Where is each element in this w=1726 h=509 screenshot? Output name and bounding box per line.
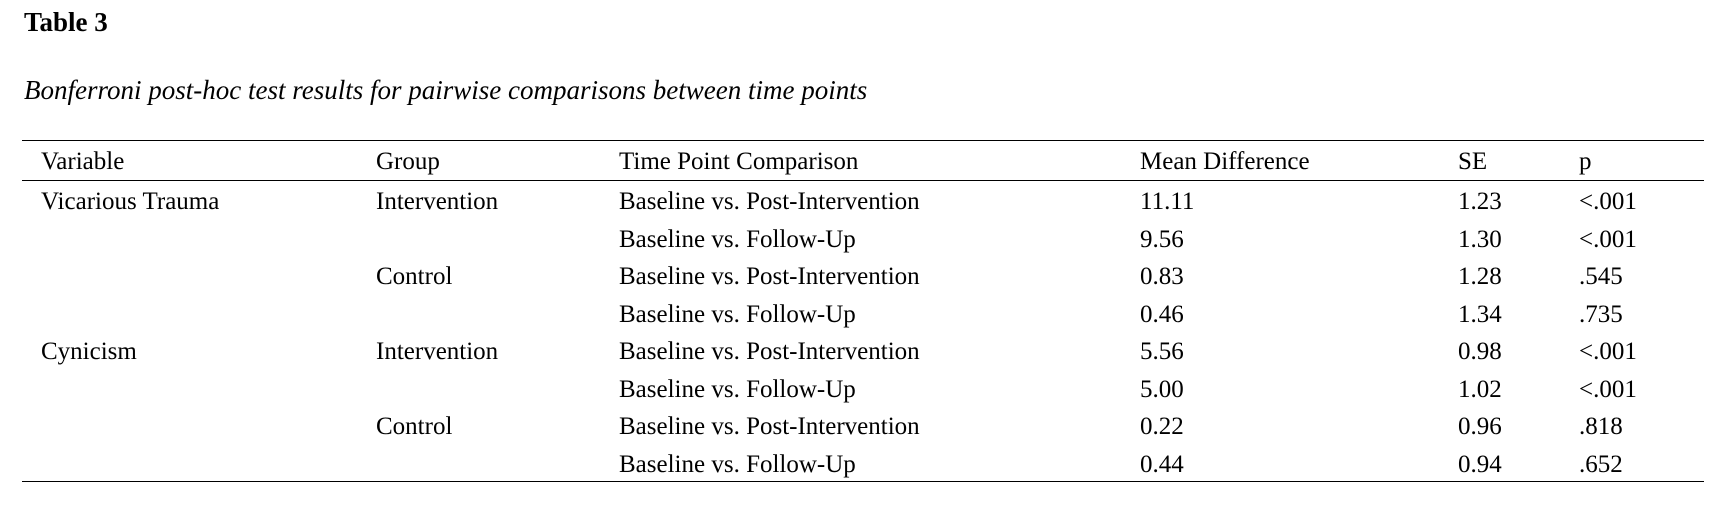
table-row xyxy=(22,374,1704,412)
table-row xyxy=(22,224,1704,262)
cell-se: 1.28 xyxy=(1458,263,1502,290)
table-row xyxy=(22,336,1704,374)
cell-se: 1.23 xyxy=(1458,188,1502,215)
cell-mean-difference: 9.56 xyxy=(1140,225,1184,253)
cell-se: 1.34 xyxy=(1458,300,1502,328)
cell-mean-difference: 0.22 xyxy=(1140,413,1184,440)
header-mean-difference: Mean Difference xyxy=(1140,148,1310,175)
cell-p: <.001 xyxy=(1579,188,1637,215)
header-se: SE xyxy=(1458,148,1488,175)
header-p: p xyxy=(1579,148,1592,175)
cell-p: .735 xyxy=(1579,300,1623,328)
cell-variable: Vicarious Trauma xyxy=(41,188,220,215)
cell-se: 0.96 xyxy=(1458,413,1502,440)
header-variable: Variable xyxy=(41,148,125,175)
cell-comparison: Baseline vs. Follow-Up xyxy=(619,450,856,478)
cell-se: 0.98 xyxy=(1458,338,1502,365)
cell-comparison: Baseline vs. Follow-Up xyxy=(619,375,856,403)
cell-comparison: Baseline vs. Post-Intervention xyxy=(619,338,920,365)
cell-p: <.001 xyxy=(1579,338,1637,365)
cell-p: .652 xyxy=(1579,450,1623,478)
cell-p: .545 xyxy=(1579,263,1623,290)
cell-comparison: Baseline vs. Post-Intervention xyxy=(619,413,920,440)
table-header-row xyxy=(22,146,1704,178)
cell-se: 0.94 xyxy=(1458,450,1502,478)
cell-comparison: Baseline vs. Follow-Up xyxy=(619,225,856,253)
cell-comparison: Baseline vs. Post-Intervention xyxy=(619,188,920,215)
table-row xyxy=(22,261,1704,299)
cell-mean-difference: 5.56 xyxy=(1140,338,1184,365)
table-body xyxy=(22,186,1704,486)
cell-mean-difference: 5.00 xyxy=(1140,375,1184,403)
cell-p: <.001 xyxy=(1579,375,1637,403)
cell-mean-difference: 0.44 xyxy=(1140,450,1184,478)
cell-group: Intervention xyxy=(376,188,499,215)
cell-p: .818 xyxy=(1579,413,1623,440)
cell-group: Intervention xyxy=(376,338,499,365)
table-bottom-rule xyxy=(22,481,1704,482)
cell-group: Control xyxy=(376,263,453,290)
table-header-rule xyxy=(22,180,1704,181)
header-group: Group xyxy=(376,148,440,175)
cell-se: 1.30 xyxy=(1458,225,1502,253)
cell-p: <.001 xyxy=(1579,225,1637,253)
table-row xyxy=(22,186,1704,224)
table-title: Bonferroni post-hoc test results for pairwise comparisons between time points xyxy=(24,75,868,105)
cell-se: 1.02 xyxy=(1458,375,1502,403)
cell-mean-difference: 0.46 xyxy=(1140,300,1184,328)
cell-mean-difference: 11.11 xyxy=(1140,188,1195,215)
cell-mean-difference: 0.83 xyxy=(1140,263,1184,290)
table-row xyxy=(22,411,1704,449)
header-comparison: Time Point Comparison xyxy=(619,148,859,175)
cell-variable: Cynicism xyxy=(41,338,137,365)
cell-group: Control xyxy=(376,413,453,440)
table-top-rule xyxy=(22,140,1704,141)
cell-comparison: Baseline vs. Post-Intervention xyxy=(619,263,920,290)
cell-comparison: Baseline vs. Follow-Up xyxy=(619,300,856,328)
table-row xyxy=(22,299,1704,337)
table-label: Table 3 xyxy=(24,7,108,37)
